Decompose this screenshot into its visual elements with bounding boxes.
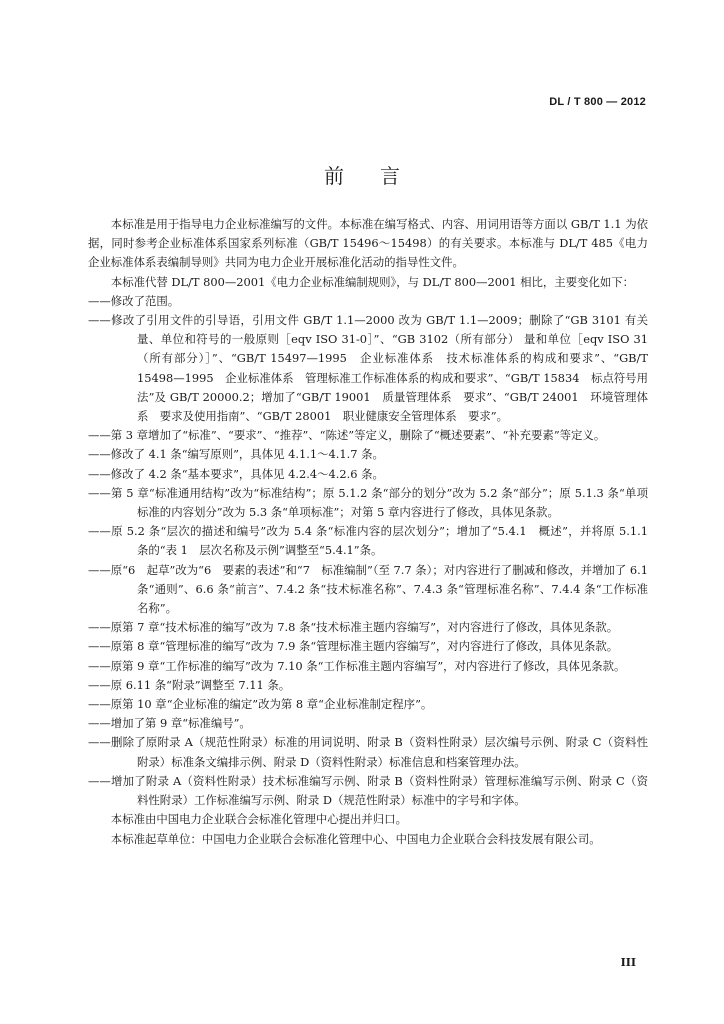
changes-list [88, 292, 648, 810]
intro-paragraph-2: 本标准代替 DL/T 800—2001《电力企业标准编制规则》，与 DL/T 800—2001 相比，主要变化如下： [110, 274, 635, 289]
change-item: ——修改了 4.1 条“编写原则”，具体见 4.1.1～4.1.7 条。 [88, 447, 384, 462]
standard-code: DL / T 800 — 2012 [549, 96, 646, 108]
closing-paragraph-2: 本标准起草单位：中国电力企业联合会标准化管理中心、中国电力企业联合会科技发展有限公司。 [110, 831, 601, 846]
change-item: ——原第 7 章“技术标准的编写”改为 7.8 条“技术标准主题内容编写”，对内容进行了修改，具体见条款。 [88, 620, 619, 635]
closing-paragraph-1: 本标准由中国电力企业联合会标准化管理中心提出并归口。 [110, 812, 407, 827]
page-number: III [620, 956, 636, 969]
change-item: ——原“6 起草”改为“6 要素的表述”和“7 标准编制”（至 7.7 条）；对内容进行了删减和修改，并增加了 6.1 条“通则”、6.6 条“前言”、7.4.2 条“技术标准名称”、7.4.3 条“管理标准名称”、7.4.4 条“工作标准名称”。 [88, 562, 648, 616]
change-item: ——原 6.11 条“附录”调整至 7.11 条。 [88, 677, 291, 692]
document-body [88, 215, 648, 849]
change-item: ——原 5.2 条“层次的描述和编号”改为 5.4 条“标准内容的层次划分”；增加了“5.4.1 概述”，并将原 5.1.1 条的“表 1 层次名称及示例”调整至“5.4.1”条。 [88, 524, 648, 558]
change-item: ——原第 10 章“企业标准的编定”改为第 8 章“企业标准制定程序”。 [88, 697, 433, 712]
change-item: ——删除了原附录 A（规范性附录）标准的用词说明、附录 B（资料性附录）层次编号示例、附录 C（资料性附录）标准条文编排示例、附录 D（资料性附录）标准信息和档案管理办法。 [88, 735, 648, 769]
change-item: ——原第 8 章“管理标准的编写”改为 7.9 条“管理标准主题内容编写”，对内容进行了修改，具体见条款。 [88, 639, 619, 654]
change-item: ——修改了 4.2 条“基本要求”，具体见 4.2.4～4.2.6 条。 [88, 466, 384, 481]
change-item: ——第 3 章增加了“标准”、“要求”、“推荐”、“陈述”等定义，删除了“概述要素”、“补充要素”等定义。 [88, 428, 606, 443]
change-item: ——第 5 章“标准通用结构”改为“标准结构”；原 5.1.2 条“部分的划分”改为 5.2 条“部分”；原 5.1.3 条“单项标准的内容划分”改为 5.3 条“单项标准”；对第 5 章内容进行了修改，具体见条款。 [88, 485, 648, 520]
change-item: ——修改了引用文件的引导语，引用文件 GB/T 1.1—2000 改为 GB/T 1.1—2009；删除了“GB 3101 有关量、单位和符号的一般原则［eqv ISO 31-0］”、“GB 3102（所有部分） 量和单位［eqv ISO 31（所有部分）］”、“GB/T 15497—1995 企业标准体系 技术标准体系的构成和要求”、“GB/T 15498—1995 企业标准体系 管理标准工作标准体系的构成和要求”、“GB/T 15834 标点符号用法”及 GB/T 20000.2；增加了“GB/T 19001 质量管理体系 要求”、“GB/T 24001 环境管理体系 要求及使用指南”、“GB/T 28001 职业健康安全管理体系 要求”。 [88, 313, 648, 424]
intro-paragraph-1: 本标准是用于指导电力企业标准编写的文件。本标准在编写格式、内容、用词用语等方面以 GB/T 1.1 为依据，同时参考企业标准体系国家系列标准（GB/T 15496～15498）的有关要求。本标准与 DL/T 485《电力企业标准体系表编制导则》共同为电力企业开展标准化活动的指导性文件。 [88, 217, 648, 270]
change-item: ——增加了附录 A（资料性附录）技术标准编写示例、附录 B（资料性附录）管理标准编写示例、附录 C（资料性附录）工作标准编写示例、附录 D（规范性附录）标准中的字号和字体。 [88, 773, 648, 808]
page-title: 前言 [324, 164, 436, 188]
change-item: ——修改了范围。 [88, 293, 180, 308]
change-item: ——原第 9 章“工作标准的编写”改为 7.10 条“工作标准主题内容编写”，对内容进行了修改，具体见条款。 [88, 658, 626, 673]
change-item: ——增加了第 9 章“标准编号”。 [88, 716, 251, 731]
